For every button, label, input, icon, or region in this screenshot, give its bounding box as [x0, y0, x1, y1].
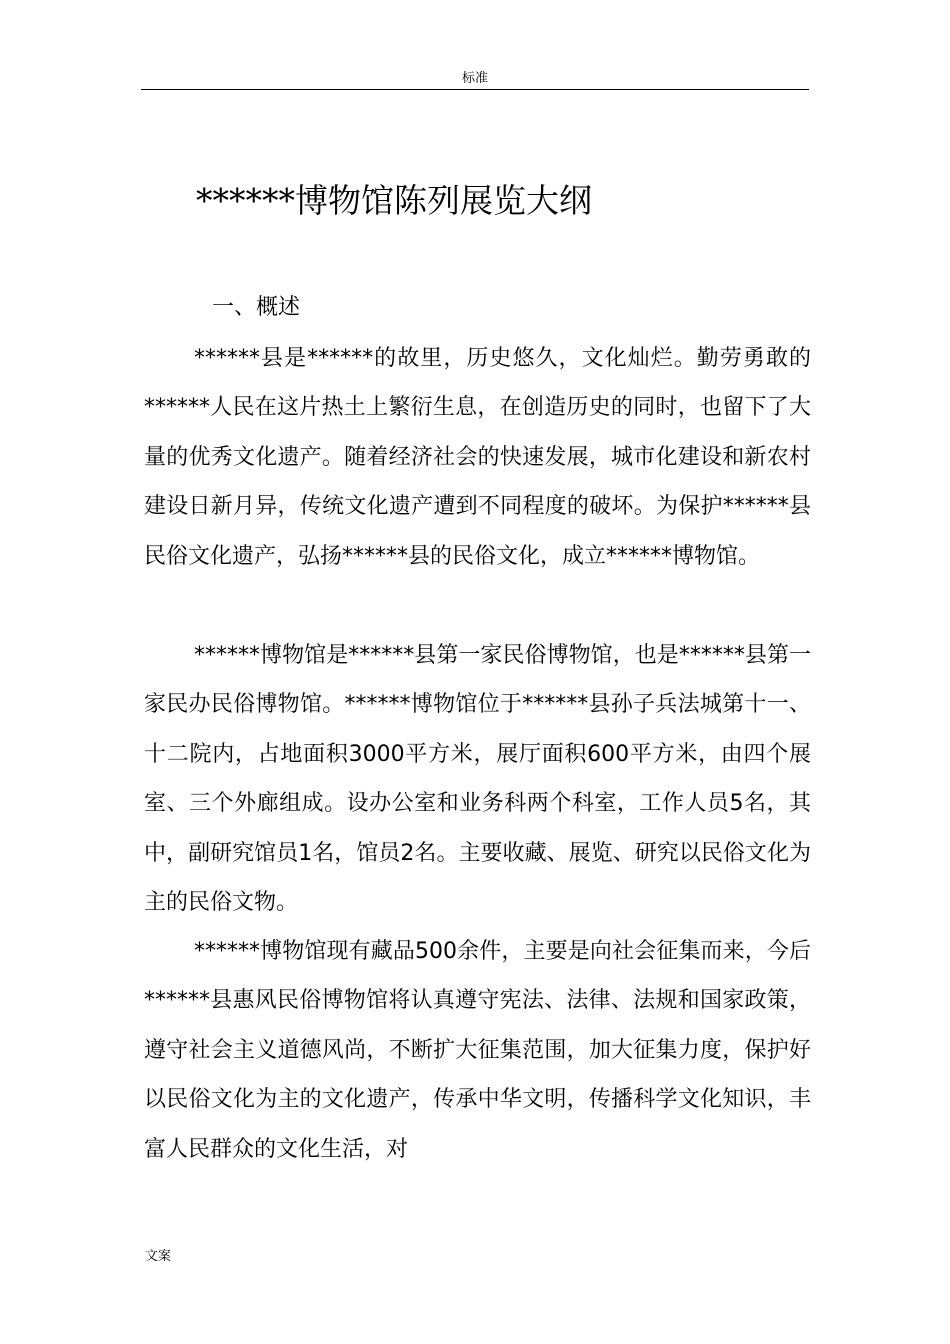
section-heading-overview: 一、概述 [212, 295, 301, 320]
document-title: ******博物馆陈列展览大纲 [196, 181, 592, 220]
page-header [141, 69, 809, 90]
footer-text: 文案 [145, 1249, 172, 1264]
page-footer [145, 1247, 171, 1267]
paragraph-1: ******县是******的故里，历史悠久，文化灿烂。勤劳勇敢的******人民在这片热土上繁衍生息，在创造历史的同时，也留下了大量的优秀文化遗产。随着经济社会的快速发展，城市化建设和新农村建设日新月异，传统文化遗产遭到不同程度的破坏。为保护******县民俗文化遗产，弘扬******县的民俗文化，成立******博物馆。 [144, 346, 811, 569]
paragraph-2: ******博物馆是******县第一家民俗博物馆，也是******县第一家民办民俗博物馆。******博物馆位于******县孙子兵法城第十一、十二院内，占地面积3000平方米，展厅面积600平方米，由四个展室、三个外廊组成。设办公室和业务科两个科室，工作人员5名，其中，副研究馆员1名，馆员2名。主要收藏、展览、研究以民俗文化为主的民俗文物。 [144, 643, 811, 916]
paragraph-3: ******博物馆现有藏品500余件，主要是向社会征集而来，今后******县惠风民俗博物馆将认真遵守宪法、法律、法规和国家政策，遵守社会主义道德风尚，不断扩大征集范围，加大征集力度，保护好以民俗文化为主的文化遗产，传承中华文明，传播科学文化知识，丰富人民群众的文化生活，对 [144, 939, 811, 1162]
header-text: 标准 [461, 71, 488, 86]
